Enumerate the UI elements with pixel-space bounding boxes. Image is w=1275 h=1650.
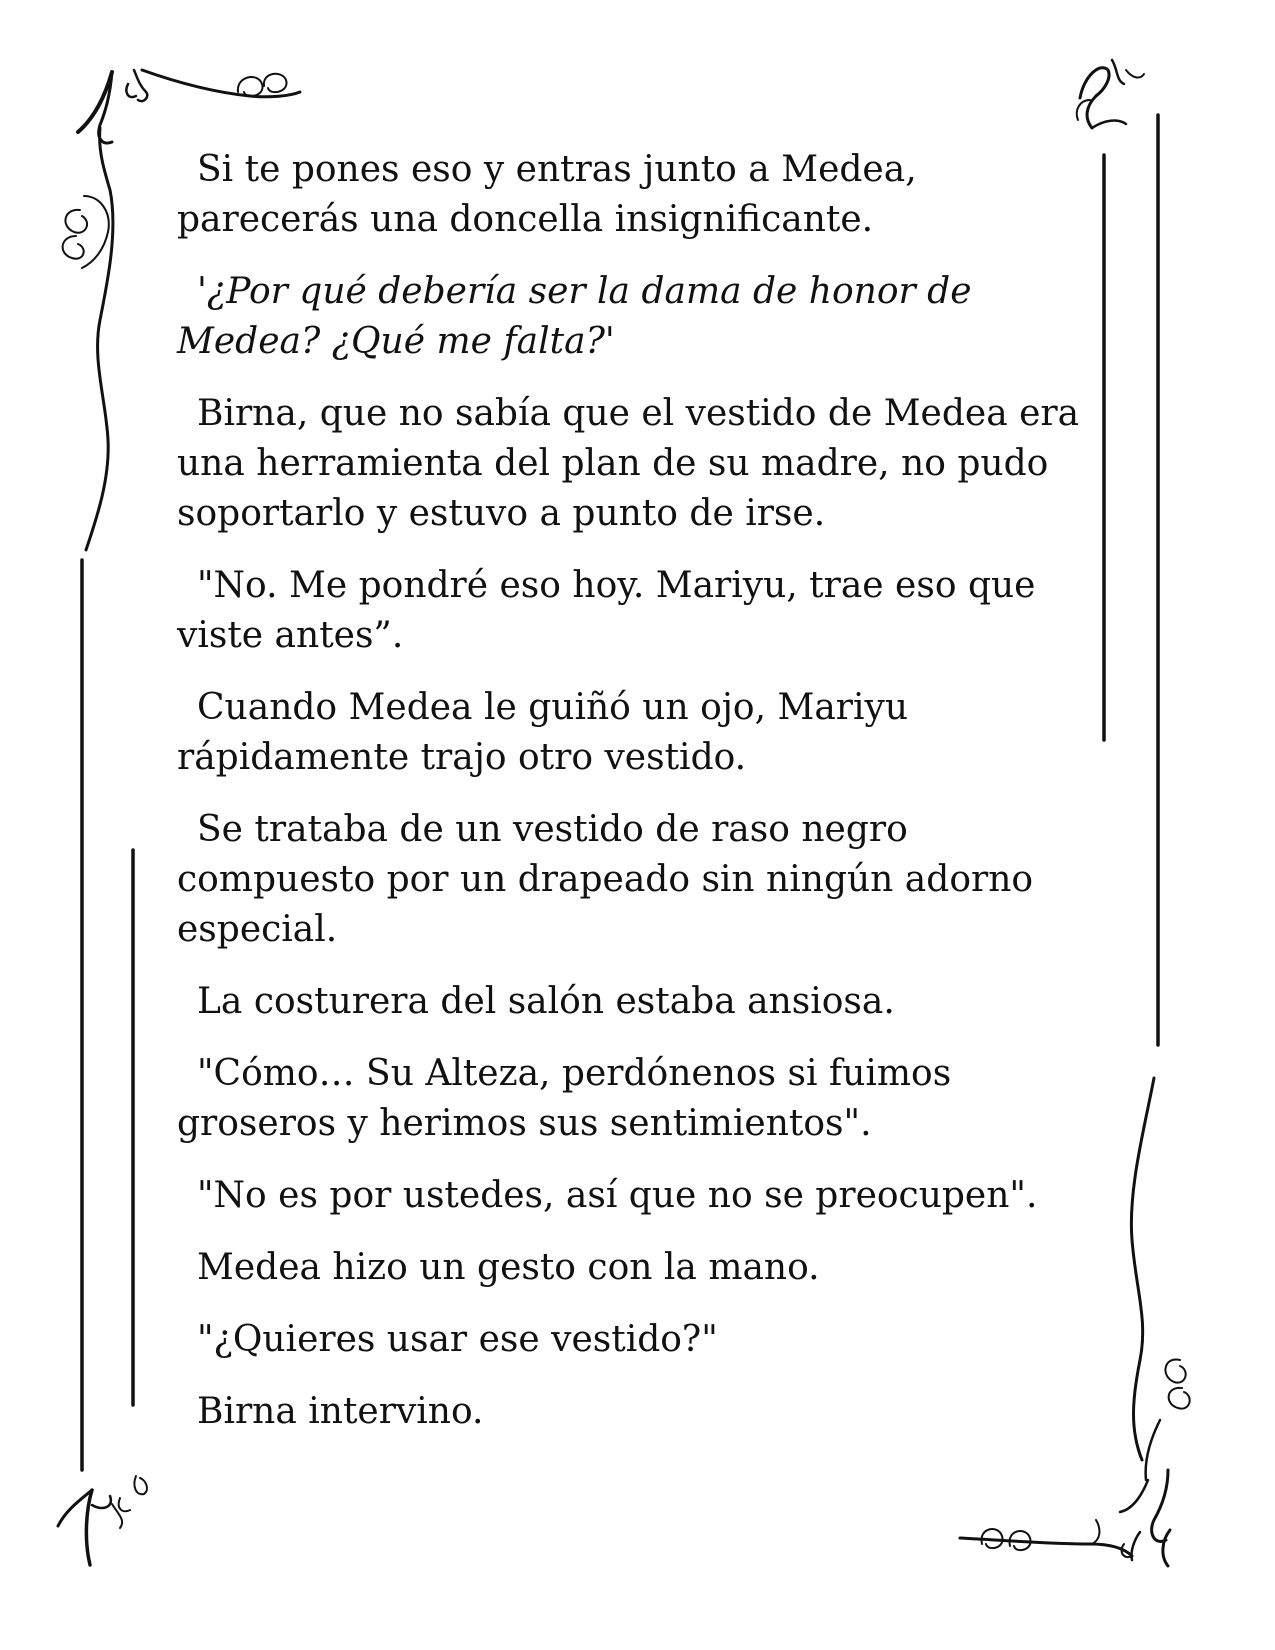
paragraph-12: Birna intervino. xyxy=(197,1391,484,1432)
paragraph-5: Cuando Medea le guiñó un ojo, Mariyu rápidamente trajo otro vestido. xyxy=(177,687,909,778)
paragraph-9-dialogue: "No es por ustedes, así que no se preocupen". xyxy=(197,1175,1038,1216)
text-body xyxy=(177,145,1087,1459)
paragraph-4-dialogue: "No. Me pondré eso hoy. Mariyu, trae eso que viste antes”. xyxy=(177,565,1036,656)
paragraph-6: Se trataba de un vestido de raso negro compuesto por un drapeado sin ningún adorno especial. xyxy=(177,809,1034,950)
paragraph-11-dialogue: "¿Quieres usar ese vestido?" xyxy=(197,1319,718,1360)
paragraph-1: Si te pones eso y entras junto a Medea, parecerás una doncella insignificante. xyxy=(177,149,917,240)
paragraph-8-dialogue: "Cómo… Su Alteza, perdónenos si fuimos groseros y herimos sus sentimientos". xyxy=(177,1053,952,1144)
flourish-top-right xyxy=(1077,60,1144,128)
paragraph-10: Medea hizo un gesto con la mano. xyxy=(197,1247,820,1288)
flourish-bottom-left xyxy=(58,1476,147,1565)
paragraph-3: Birna, que no sabía que el vestido de Medea era una herramienta del plan de su madre, no pudo soportarlo y estuvo a punto de irse. xyxy=(177,393,1080,534)
paragraph-7: La costurera del salón estaba ansiosa. xyxy=(197,981,895,1022)
paragraph-2-thought: '¿Por qué debería ser la dama de honor de Medea? ¿Qué me falta?' xyxy=(177,271,972,362)
